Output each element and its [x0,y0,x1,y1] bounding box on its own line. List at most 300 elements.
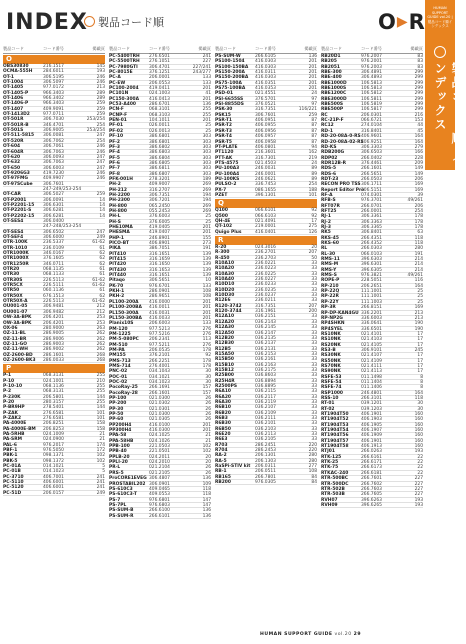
code-number: 976.3821 [361,273,382,279]
code-number: 266.6105 [255,54,276,59]
page-ref: 20 [311,245,317,250]
product-code: R-20 [215,245,227,250]
side-tab [425,0,464,170]
product-code: PP-50 [109,412,124,418]
product-code: OW-3A-BPK [3,315,32,321]
page-ref: 172 [96,448,105,454]
product-code: OT-97FMG [3,176,28,182]
product-code: OT-650 [3,165,21,171]
page-ref: 303 [202,139,211,145]
code-number: 021.4101 [361,331,382,337]
product-code: RFB-S [321,198,336,204]
product-code: R6B10 [215,405,231,411]
product-code: RSFE-54 [321,379,342,385]
code-number: 236.0237 [255,293,276,299]
page-ref: 193 [414,449,423,455]
code-number: 266.6161 [361,454,382,460]
product-code: OT-SEF4 [3,235,24,240]
page-ref: 169 [414,187,423,193]
product-code: R703 [215,442,228,448]
page-ref: 255 [202,112,211,118]
page-ref: 87 [311,128,317,134]
page-ref: 133 [202,75,211,81]
code-number: 396.6305 [361,267,382,273]
code-number: 336.7453 [255,182,276,188]
code-number: 286.9651 [149,294,170,300]
code-number: 419.0411 [149,86,170,92]
product-code: PH-212 [109,187,127,193]
page-ref: 206 [414,176,423,182]
code-number: 024.2010 [149,460,170,466]
page-ref: 249 [96,235,105,240]
page-ref: 299 [414,102,423,108]
product-code: PH-800 [109,208,127,214]
product-code: RS20NK [321,342,341,348]
product-code: PC-5500TRH [109,59,140,65]
page-ref: 25 [205,123,211,129]
page-ref: 201 [308,64,317,70]
product-code: PM-510 [109,342,128,348]
code-number: 306.7063 [43,160,64,166]
code-number: 266.6100 [149,508,170,514]
code-number: 416.0311 [255,70,276,76]
product-code: PH-2 [109,182,121,188]
page-ref: 164 [414,283,423,289]
page-ref: 49/261 [407,198,423,204]
product-code: R6E20 [215,432,231,438]
page-ref: 299 [414,107,423,113]
product-code: RB-1 [215,469,227,475]
page-ref: 263 [96,325,105,331]
product-code: R10D20 [215,287,235,293]
code-number: 306.6503 [361,150,382,156]
code-number: 236.0109 [43,245,64,251]
product-code: PICO-BT [109,241,130,247]
page-ref: 160 [414,444,423,450]
product-code: PS-SUM-W [215,54,241,59]
product-code: RB2051 [321,64,340,70]
circle-icon [84,16,95,27]
side-tab-vertical-text: 製品コード順 インデックス [433,62,464,167]
code-number: 036.2105 [255,437,276,443]
code-number: 266.2251 [149,358,170,364]
product-code: RD-20-08A-0-RS [321,134,361,140]
code-number: 409.9007 [149,182,170,188]
product-code: PU-100A3 [215,166,240,172]
code-number: 416.0413 [149,96,170,102]
product-code: RJ-1 [321,214,331,220]
code-number: 206.0553 [149,80,170,86]
page-ref: 144 [96,405,105,411]
code-number: 416.0031 [149,310,170,316]
code-number: 021.4551 [255,91,276,97]
product-code: OW-3A-BPK [3,320,32,326]
column-header-c2: コード番号 [361,46,382,51]
code-number: 416.0011 [149,305,170,311]
code-number: 266.0303 [361,246,382,252]
code-number: 376.1605 [43,256,64,262]
code-number: 236.0211 [255,298,276,304]
page-ref: 275 [308,224,317,230]
code-number: 024.1001 [43,378,64,384]
product-code: RFT07R [321,203,340,209]
page-ref: 139 [202,257,211,263]
product-code: PHESMA [109,230,130,236]
table-row [321,503,423,508]
page-ref: 8 [420,374,423,380]
code-number: 306.5027 [43,192,64,198]
page-ref: 158 [96,426,105,432]
page-ref [81,224,105,228]
product-code: PS100-1504 [215,59,245,65]
product-code: PF-2 [109,139,120,145]
code-number: 976.2003 [361,64,382,70]
product-code: PBF-1 [3,448,18,454]
product-code: PF-10 [109,134,124,140]
product-code: OT-1406 [3,96,24,102]
code-number: 416.0351 [255,80,276,86]
product-code: PIT430 [109,267,127,273]
page-ref: 178 [202,347,211,353]
product-code: PS-SUM-R [109,513,134,519]
product-code: PL100-200A [109,299,139,305]
product-code: PSD-01 [215,91,234,97]
product-code: PSK15 [215,112,231,118]
page-ref: 188 [308,187,317,193]
page-ref: 102 [96,458,105,464]
page-ref: 227/241 [192,64,211,70]
code-number: 386.6801 [149,139,170,145]
page-ref: 220 [308,448,317,454]
product-code: PTS-4575 [215,160,239,166]
product-code: RD-KS [321,144,337,150]
product-code: R12B5 [215,346,231,352]
code-number: 977.5211 [149,342,170,348]
page-ref: 160 [414,428,423,434]
page-ref: 259 [96,192,105,198]
code-number: 396.1301 [255,192,276,198]
page-ref: 20 [205,460,211,466]
code-number: 266.3101 [361,396,382,401]
page-ref: 25 [417,289,423,295]
product-code: PIT440 [109,273,127,279]
product-code: RS10NK [321,337,341,343]
page-ref: 101 [96,416,105,421]
page-ref: 246 [96,149,105,155]
code-number: 026.0013 [149,128,170,134]
page-ref: 241 [96,474,105,480]
section-letter: O [3,55,105,64]
product-code: PF-3 [109,144,120,150]
code-number: 416.0303 [255,59,276,65]
code-number: 021.0305 [149,417,170,423]
product-code: RTK-125 [321,454,342,460]
product-code: RSFE-74 [321,385,342,391]
page-ref: 26 [205,465,211,471]
page-ref: 207 [308,250,317,256]
page-ref: 109 [202,481,211,487]
page-ref: 33 [311,346,317,352]
code-number: 036.2131 [255,346,276,352]
page-ref: 178 [202,358,211,364]
product-code: RT1904T56 [321,433,349,439]
page-ref [81,219,105,223]
page-ref: 299 [414,96,423,102]
code-number: 036.2117 [255,394,276,400]
page-ref: 216 [414,112,423,118]
code-number: 247-248/253-254 [43,224,82,230]
page-ref: 254 [308,182,317,188]
page-ref: 262 [96,341,105,347]
product-code: PH-2300 [109,198,130,204]
product-code: PU-100KS [215,176,240,182]
product-code: RTKAC-240 [321,470,349,476]
code-number: 036.2101 [255,421,276,427]
product-code: OTR-100K [3,240,28,246]
code-number: 976.2001 [361,59,382,65]
product-code: PF-02 [109,128,124,134]
code-number: 274.0104 [361,123,382,129]
page-ref: 255 [96,389,105,395]
product-code: PC100-2004 [109,86,139,92]
product-code: OT-1004 [3,80,24,86]
product-code: PC-8015E [109,70,133,76]
page-ref: 33 [311,399,317,405]
code-number: 228.5051 [361,278,382,284]
page-ref: 214 [414,267,423,273]
code-number: 386.6805 [149,160,170,166]
product-code: R6A20 [215,394,231,400]
page-ref: 102 [202,444,211,450]
page-ref: 39 [417,192,423,198]
product-code: R-300 [215,250,230,256]
code-number: 406.0956 [255,128,276,134]
page-ref: 126 [308,229,317,235]
column-header [321,44,423,54]
product-code: RSFE-53 [321,374,342,380]
code-number: 036.2137 [255,341,276,347]
product-code: PFK-001H [109,176,133,182]
page-ref: 17 [417,337,423,343]
code-number: 266.6173 [361,465,382,471]
code-number: 055.2453 [149,208,170,214]
code-number: 068.1136 [43,383,64,389]
page-ref: 193 [96,69,105,75]
page-ref: 276 [202,342,211,348]
product-code: PM-120 [109,326,128,332]
page-ref: 92 [311,208,317,214]
code-number: 111.1003 [361,299,382,305]
code-number: 396.6303 [361,257,382,263]
column-header-c1: 製品コード [215,46,236,51]
product-code: PROSTABIL202 [109,481,146,487]
product-code: PIT420 [109,262,127,268]
product-code: OBS30830 [3,64,29,69]
code-number: 966.3403 [43,101,64,107]
index-column [109,44,211,628]
code-number: 066.6721 [361,118,382,124]
page-ref: 62 [99,261,105,267]
code-number: 406.1901 [361,412,382,418]
product-code: OT-501S [3,128,24,134]
code-number: 021.2104 [149,465,170,471]
code-number: 021.4113 [361,369,382,375]
code-number: 416.0303 [255,64,276,70]
product-code: PF-5 [109,155,120,161]
page-ref: 61 [99,267,105,273]
page-ref: 157 [202,390,211,396]
code-number: 216.3601 [255,150,276,156]
code-number: 066.6103 [255,213,276,219]
product-code: RS3-B [321,347,336,353]
code-number: 034.1043 [149,369,170,375]
product-code: Q500 [215,213,228,219]
product-code: R2500PS [215,383,237,389]
code-number: 406.1905 [361,422,382,428]
product-code: PSR-T1 [215,118,232,124]
page-ref: 118 [414,396,423,401]
product-code: RC [321,112,328,118]
product-code: PA-4000E [3,421,27,427]
code-number: 306.6502 [43,229,64,235]
code-number: 306.9101 [361,347,382,353]
page-ref: 164 [414,390,423,396]
code-number: 106.5813 [361,80,382,86]
code-number: 396.6265 [361,502,382,508]
page-ref: 63 [417,230,423,236]
product-code: P-1 [3,373,12,379]
page-ref: 33 [311,426,317,432]
product-code: R25H4R [215,378,235,384]
page-ref: 201 [308,70,317,76]
page-ref: 227 [414,481,423,487]
product-code: RBE-300 [321,70,342,76]
page-ref: 262 [96,331,105,337]
code-number: 406.0955 [255,123,276,129]
page-ref: 246 [96,176,105,182]
code-number: 098.1371 [43,453,64,459]
product-code: R6B30 [215,421,231,427]
code-number: 396.6263 [361,497,382,503]
page-ref: 227 [202,59,211,65]
product-code: OTR30 [3,272,20,278]
page-ref: 262 [96,347,105,353]
code-number: 024.1009 [43,432,64,438]
product-code: RP-210 [321,283,339,289]
page-ref: 289 [96,96,105,102]
section-letter: Q [215,199,317,208]
code-number: 346.0167 [43,251,64,257]
page-ref: 160 [414,422,423,428]
code-number: 206.1301 [255,453,276,459]
code-number: 346.4701 [43,122,64,128]
code-number: 206.8253 [43,426,64,432]
code-number: 266.0503 [361,176,382,182]
page-ref: 83 [417,59,423,65]
product-code: RF-A [321,192,333,198]
page-ref: 303 [202,155,211,161]
product-code: RA-2 [215,453,227,459]
page-ref: 213 [96,85,105,91]
page-ref: 116/221 [298,107,317,113]
code-number: 266.7601 [361,476,382,482]
code-number: 306.7351 [149,192,170,198]
page-ref: 94 [311,144,317,150]
page-ref: 201 [202,230,211,236]
code-number: 111.1001 [361,294,382,300]
product-code: PP200H4 [109,422,132,428]
product-code: RDP02 [321,155,338,161]
product-code: PP-200 [109,401,127,407]
product-code: PS-SUM-B [109,508,134,514]
product-code: RT1904T54 [321,428,349,434]
product-code: PF-6 [109,160,120,166]
page-ref: 227 [414,492,423,498]
page-ref: 33 [311,367,317,373]
product-code: RP4SHKN [321,321,345,327]
code-number: 286.9005 [43,331,64,337]
code-number: 306.0093 [43,154,64,160]
page-ref: 201 [202,422,211,428]
code-number: 306.6301 [43,202,64,208]
product-code: RD-1 [321,128,333,134]
product-code: OT-520R [3,138,24,144]
product-code: P-2 [3,389,12,395]
product-code: RC-21P-F [321,118,344,124]
code-number: 036.8895 [255,383,276,389]
column-header [109,44,211,54]
code-number: 021.4107 [361,353,382,359]
code-number: 226.5113 [43,299,64,305]
code-number: 206.2341 [149,337,170,343]
product-code: R6B3 [215,416,228,421]
product-code: RS10NK [321,331,341,337]
product-code: PH-L [109,214,121,220]
product-code: RBE3000D [321,96,347,102]
product-code: PNC-02 [109,369,128,375]
page-ref: 193 [414,497,423,503]
product-code: R6B50 [215,426,231,432]
product-code: RP4SYEL [321,326,343,332]
page-ref: 33 [311,432,317,438]
page-ref: 246 [96,74,105,80]
code-number: 386.7051 [149,246,170,252]
page-ref: 89 [311,171,317,177]
page-ref: 144 [96,394,105,400]
page-ref: 133 [202,283,211,289]
code-number: 976.6803 [149,502,170,508]
code-number: 316.1651 [149,273,170,279]
product-code: PC-5110 [3,480,24,486]
product-code: RC12 [321,123,334,129]
product-code: RBE500S [321,102,344,108]
code-number: 021.0301 [149,406,170,412]
product-code: RT-01 [321,401,335,407]
column-header-c3: 掲載頁 [198,46,211,51]
code-number: 036.2143 [255,319,276,325]
product-code: R6B20 [215,410,231,416]
product-code: OT-SES4 [3,218,24,224]
code-number: 024.1003 [149,91,170,97]
product-code: PPLI-20 [109,460,128,466]
page-ref: 92 [311,213,317,219]
product-code: OT-1405-P [3,90,29,96]
column-header [3,44,105,54]
page-ref: 190 [414,321,423,327]
product-code: RP-22R [321,294,339,300]
code-number: 306.4893 [361,75,382,81]
code-number: 021.4105 [361,342,382,348]
